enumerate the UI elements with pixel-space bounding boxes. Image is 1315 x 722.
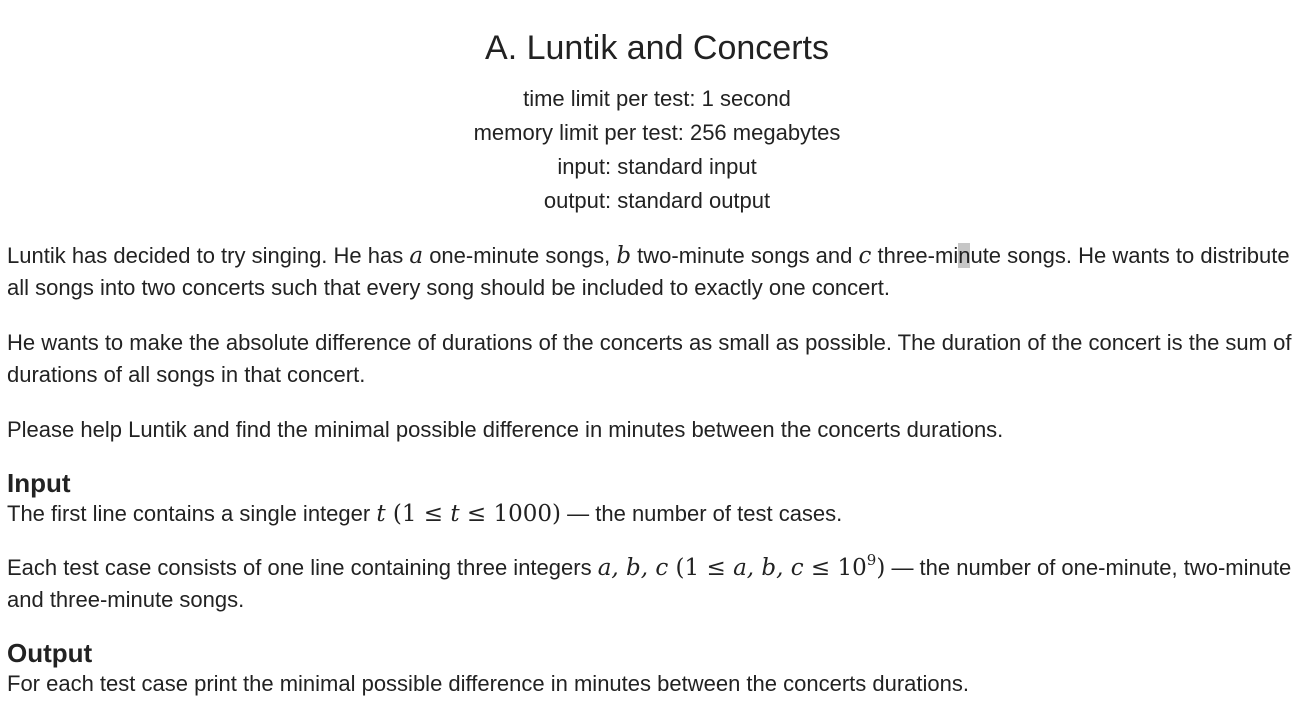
- limits-block: [7, 82, 1307, 218]
- output-spec: output: standard output: [543, 188, 771, 213]
- math-vars-abc: a, b, c: [597, 555, 669, 581]
- output-section-title: Output: [7, 638, 93, 668]
- math-exponent: 9: [866, 551, 877, 569]
- math-var-a: a: [409, 243, 424, 269]
- problem-page: [7, 0, 1307, 722]
- memory-limit: memory limit per test: 256 megabytes: [473, 120, 841, 145]
- input-paragraph-2: Each test case consists of one line containing three integers a, b, c (1 ≤ a, b, $c \le 10^9$) — the number of one-minute, two-minute and three-minute songs.: [7, 551, 1292, 612]
- legend-paragraph-2: He wants to make the absolute difference of durations of the concerts as small as possible. The duration of the concert is the sum of durations of all songs in that concert.: [7, 330, 1292, 387]
- text-cursor-highlight: n: [958, 243, 971, 268]
- output-paragraph: For each test case print the minimal possible difference in minutes between the concerts durations.: [7, 671, 969, 696]
- problem-statement: [7, 240, 1307, 700]
- legend-paragraph-1: Luntik has decided to try singing. He has a one-minute songs, b two-minute songs and c three-minute songs. He wants to distribute all songs into two concerts such that every song should be included to exactly one concert.: [7, 243, 1290, 300]
- input-spec: input: standard input: [557, 154, 757, 179]
- input-section-title: Input: [7, 468, 71, 498]
- math-var-c: c: [858, 243, 872, 269]
- legend-paragraph-3: Please help Luntik and find the minimal possible difference in minutes between the concerts durations.: [7, 417, 1004, 442]
- problem-title: A. Luntik and Concerts: [485, 29, 829, 67]
- time-limit: time limit per test: 1 second: [523, 86, 791, 111]
- math-var-t: t: [376, 501, 386, 527]
- input-section: [7, 468, 1307, 616]
- problem-header: [7, 0, 1307, 218]
- math-var-b: b: [616, 243, 632, 269]
- output-section: [7, 638, 1307, 700]
- input-paragraph-1: The first line contains a single integer t (1 ≤ t ≤ 1000) — the number of test cases.: [7, 501, 843, 527]
